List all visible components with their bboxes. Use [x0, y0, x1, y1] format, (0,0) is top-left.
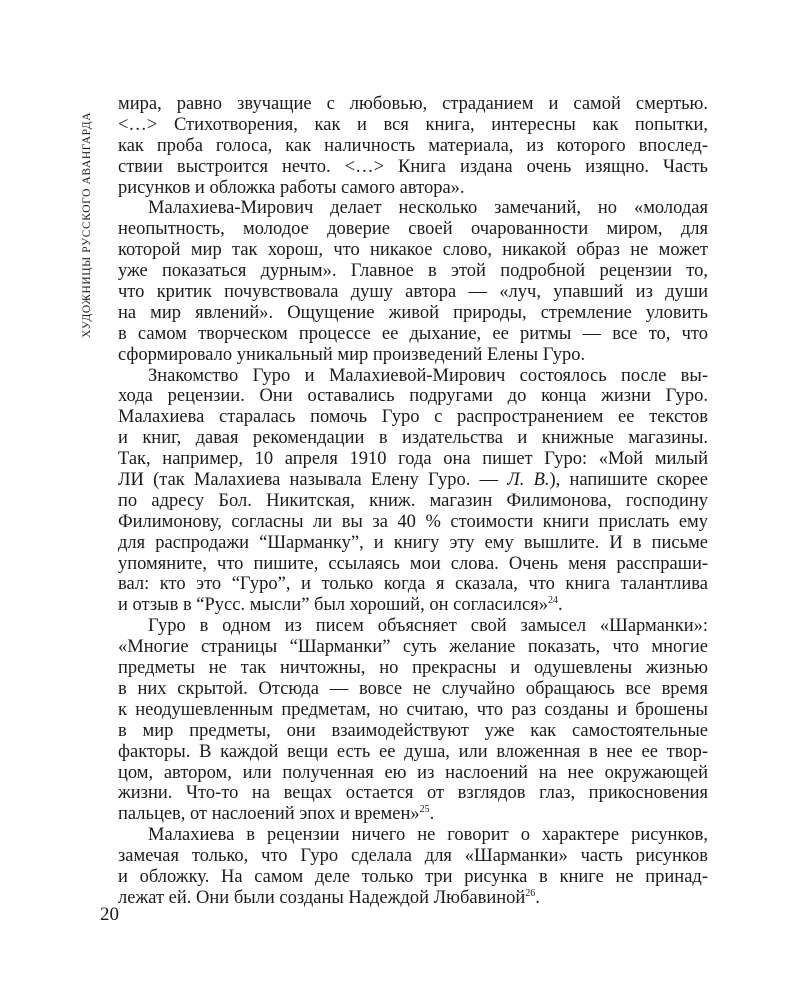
text-segment: замечая только, что Гуро сделала для «Шарманки» часть рисунков	[118, 846, 708, 867]
text-segment: упомяните, что пишите, ссылаясь мои слова. Очень меня расспраши-	[118, 553, 708, 574]
footnote-ref: 25	[419, 804, 430, 816]
text-line	[118, 324, 708, 345]
text-line	[118, 825, 708, 846]
text-line	[118, 240, 708, 261]
text-segment: рисунков и обложка работы самого автора».	[118, 177, 465, 198]
text-segment: Малахиева-Мирович делает несколько замечаний, но «молодая	[148, 198, 708, 219]
text-line	[118, 303, 708, 324]
text-line	[118, 616, 708, 637]
text-segment: в самом творческом процессе ее дыхание, ее ритмы — все то, что	[118, 323, 708, 344]
text-line	[118, 428, 708, 449]
text-segment: <…> Стихотворения, как и вся книга, интересны как попытки,	[118, 114, 708, 135]
text-segment: «Многие страницы “Шарманки” суть желание показать, что многие	[118, 637, 708, 658]
text-line	[118, 512, 708, 533]
text-segment: жизни. Что-то на вещах остается от взглядов глаз, прикосновения	[118, 783, 708, 804]
text-segment: Малахиева в рецензии ничего не говорит о характере рисунков,	[148, 825, 708, 846]
text-line	[118, 366, 708, 387]
text-line	[118, 282, 708, 303]
text-line	[118, 679, 708, 700]
text-line	[118, 157, 708, 178]
text-segment: как проба голоса, как наличность материала, из которого впослед-	[118, 135, 708, 156]
text-segment: сформировало уникальный мир произведений Елены Гуро.	[118, 344, 586, 365]
text-segment: и отзыв в “Русс. мысли” был хороший, он согласился»	[118, 595, 548, 616]
text-segment: на мир явлений». Ощущение живой природы, стремление уловить	[118, 302, 708, 323]
text-line	[118, 700, 708, 721]
text-segment: к неодушевленным предметам, но считаю, что раз созданы и брошены	[118, 699, 708, 720]
text-segment: мира, равно звучащие с любовью, страданием и самой смертью.	[118, 94, 708, 114]
text-segment: .	[535, 887, 540, 908]
text-segment: в мир предметы, они взаимодействуют уже как самостоятельные	[118, 720, 708, 741]
paragraph	[118, 825, 708, 909]
text-segment: предметы не так ничтожны, но прекрасны и одушевлены жизнью	[118, 658, 708, 679]
text-line	[118, 407, 708, 428]
text-segment: и книг, давая рекомендации в издательства и книжные магазины.	[118, 428, 708, 449]
text-segment: .	[429, 804, 435, 825]
text-line	[118, 345, 708, 366]
text-line	[118, 178, 708, 199]
text-line	[118, 804, 708, 825]
text-segment: и обложку. На самом деле только три рисунка в книге не принад-	[118, 866, 708, 887]
text-line	[118, 261, 708, 282]
paragraph	[118, 94, 708, 198]
text-segment: Знакомство Гуро и Малахиевой-Мирович состоялось после вы-	[148, 365, 708, 386]
text-line	[118, 94, 708, 115]
text-segment: уже показаться дурным». Главное в этой подробной рецензии то,	[118, 261, 708, 282]
text-segment: ЛИ (так Малахиева называла Елену Гуро. —	[118, 470, 508, 491]
text-segment: .	[557, 595, 563, 616]
text-line	[118, 783, 708, 804]
text-segment: ), напишите скорее	[549, 470, 708, 491]
text-line	[118, 491, 708, 512]
text-line	[118, 595, 708, 616]
text-segment: Малахиева старалась помочь Гуро с распространением ее текстов	[118, 407, 708, 428]
text-segment: что критик почувствовала душу автора — «луч, упавший из души	[118, 282, 708, 303]
text-line	[118, 198, 708, 219]
footnote-ref: 24	[547, 595, 558, 607]
text-line	[118, 554, 708, 575]
text-line	[118, 846, 708, 867]
body-text	[118, 94, 708, 909]
text-segment: Гуро в одном из писем объясняет свой замысел «Шарманки»:	[148, 616, 708, 637]
text-segment: факторы. В каждой вещи есть ее душа, или вложенная в нее ее твор-	[118, 741, 708, 762]
text-line	[118, 658, 708, 679]
paragraph	[118, 616, 708, 825]
text-segment: Л. В.	[507, 470, 550, 491]
text-line	[118, 449, 708, 470]
text-segment: ствии выстроится нечто. <…> Книга издана очень изящно. Часть	[118, 156, 708, 177]
text-segment: по адресу Бол. Никитская, книж. магазин Филимонова, господину	[118, 490, 708, 511]
text-line	[118, 637, 708, 658]
text-segment: в них скрытой. Отсюда — вовсе не случайно обращаюсь все время	[118, 678, 708, 699]
text-segment: неопытность, молодое доверие своей очарованности миром, для	[118, 219, 708, 240]
paragraph	[118, 198, 708, 365]
text-line	[118, 888, 708, 909]
text-line	[118, 470, 708, 491]
text-segment: которой мир так хорош, что никакое слово, никакой образ не может	[118, 240, 708, 261]
text-segment: цом, автором, или полученная ею из наслоений на нее окружающей	[118, 762, 708, 783]
text-segment: пальцев, от наслоений эпох и времен»	[118, 804, 420, 825]
text-segment: лежат ей. Они были созданы Надеждой Любавиной	[118, 887, 526, 908]
text-line	[118, 867, 708, 888]
footnote-ref: 26	[525, 887, 536, 899]
text-segment: для распродажи “Шарманку”, и книгу эту ему вышлите. И в письме	[118, 532, 708, 553]
running-head-text: ХУДОЖНИЦЫ РУССКОГО АВАНГАРДА	[81, 111, 93, 338]
text-line	[118, 763, 708, 784]
text-line	[118, 136, 708, 157]
text-line	[118, 219, 708, 240]
text-line	[118, 721, 708, 742]
text-line	[118, 115, 708, 136]
text-segment: хода рецензии. Они оставались подругами до конца жизни Гуро.	[118, 386, 708, 407]
text-segment: вал: кто это “Гуро”, и только когда я сказала, что книга талантлива	[118, 574, 708, 595]
page-number: 20	[100, 904, 119, 925]
text-line	[118, 386, 708, 407]
text-line	[118, 533, 708, 554]
text-segment: Филимонову, согласны ли вы за 40 % стоимости книги прислать ему	[118, 511, 708, 532]
text-segment: Так, например, 10 апреля 1910 года она пишет Гуро: «Мой милый	[118, 449, 708, 470]
paragraph	[118, 366, 708, 617]
text-line	[118, 574, 708, 595]
text-line	[118, 742, 708, 763]
